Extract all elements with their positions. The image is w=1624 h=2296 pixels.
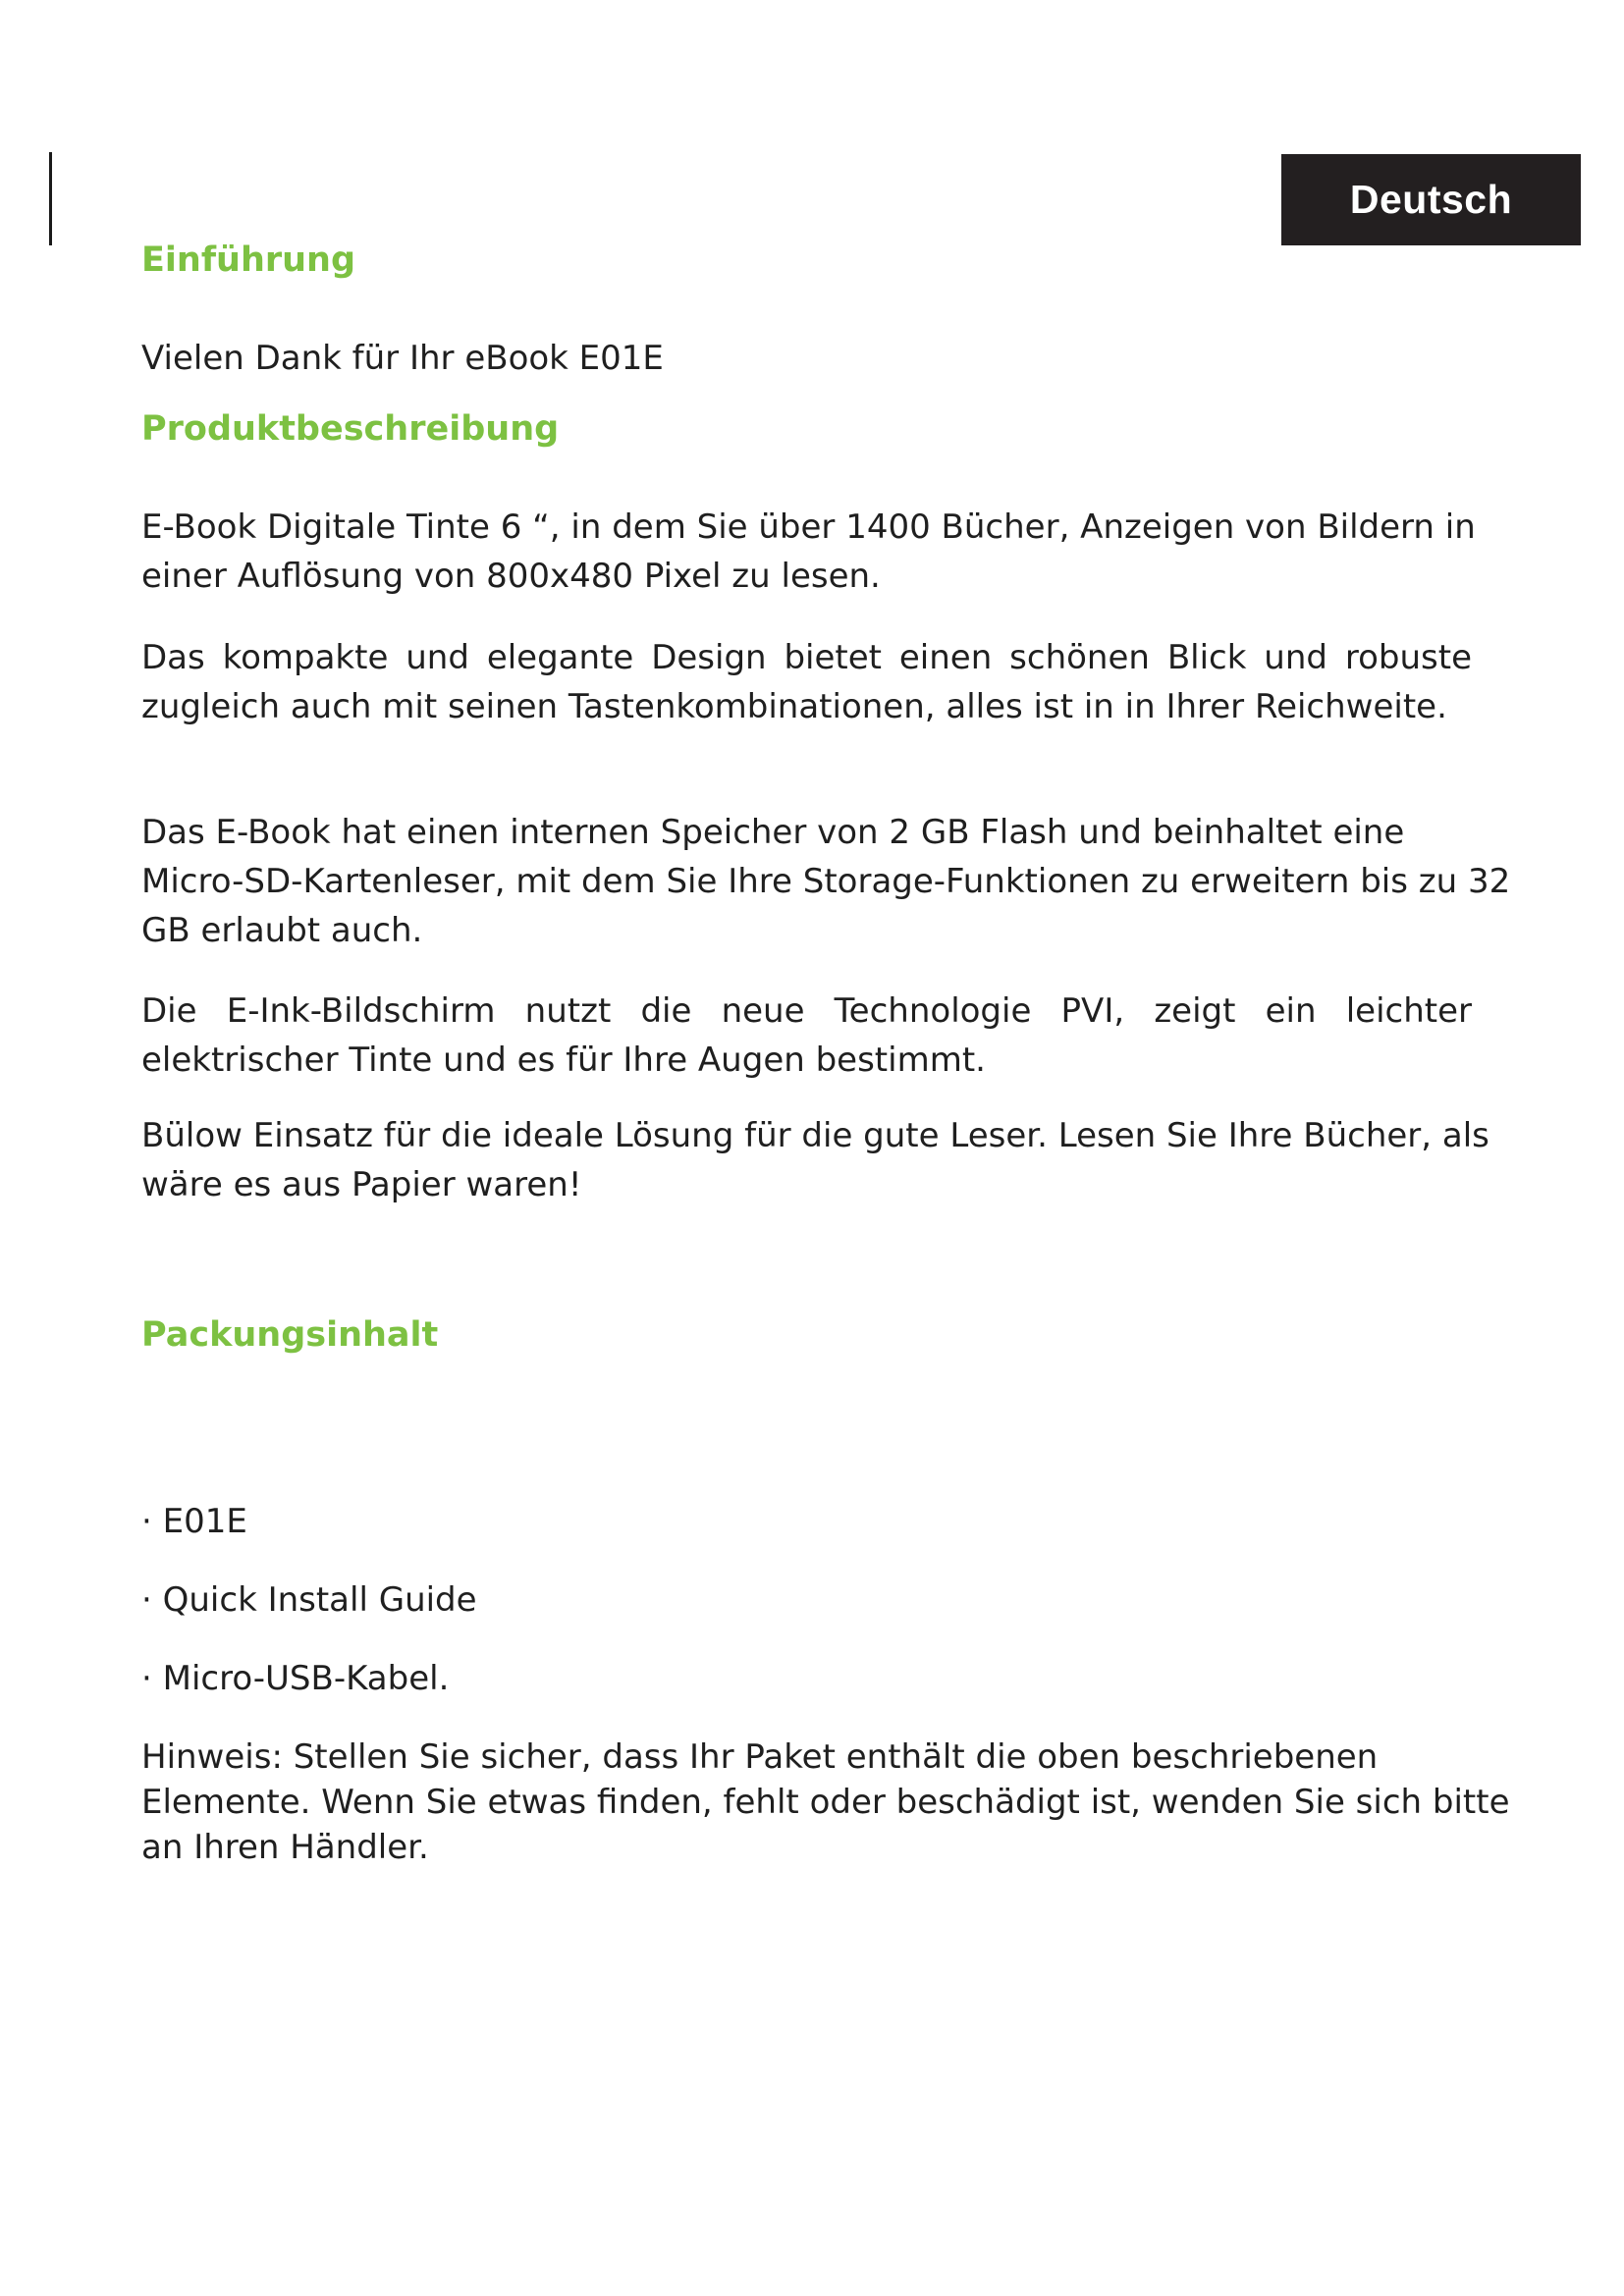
package-item-guide: · Quick Install Guide [141,1580,477,1620]
product-paragraph-1: E-Book Digitale Tinte 6 “, in dem Sie über 1400 Bücher, Anzeigen von Bildern in einer Auflösung von 800x480 Pixel zu lesen. [141,507,1476,596]
package-item-cable: · Micro-USB-Kabel. [141,1659,450,1698]
product-paragraph-4: Die E-Ink-Bildschirm nutzt die neue Technologie PVI, zeigt ein leichter elektrischer Tinte und es für Ihre Augen bestimmt. [141,991,1472,1080]
crop-mark [49,152,52,245]
language-badge: Deutsch [1281,154,1581,245]
product-paragraph-5: Bülow Einsatz für die ideale Lösung für die gute Leser. Lesen Sie Ihre Bücher, als wäre es aus Papier waren! [141,1116,1489,1204]
heading-package-contents: Packungsinhalt [141,1315,439,1355]
intro-text: Vielen Dank für Ihr eBook E01E [141,339,664,378]
heading-product-description: Produktbeschreibung [141,409,560,449]
package-note: Hinweis: Stellen Sie sicher, dass Ihr Paket enthält die oben beschriebenen Elemente. Wenn Sie etwas finden, fehlt oder beschädigt ist, wenden Sie sich bitte an Ihren Händler. [141,1737,1510,1867]
product-paragraph-2: Das kompakte und elegante Design bietet einen schönen Blick und robuste zugleich auch mit seinen Tastenkombinationen, alles ist in in Ihrer Reichweite. [141,638,1472,726]
heading-introduction: Einführung [141,240,356,280]
product-paragraph-3: Das E-Book hat einen internen Speicher von 2 GB Flash und beinhaltet eine Micro-SD-Kartenleser, mit dem Sie Ihre Storage-Funktionen zu erweitern bis zu 32 GB erlaubt auch. [141,813,1511,950]
package-item-ebook: · E01E [141,1502,247,1541]
